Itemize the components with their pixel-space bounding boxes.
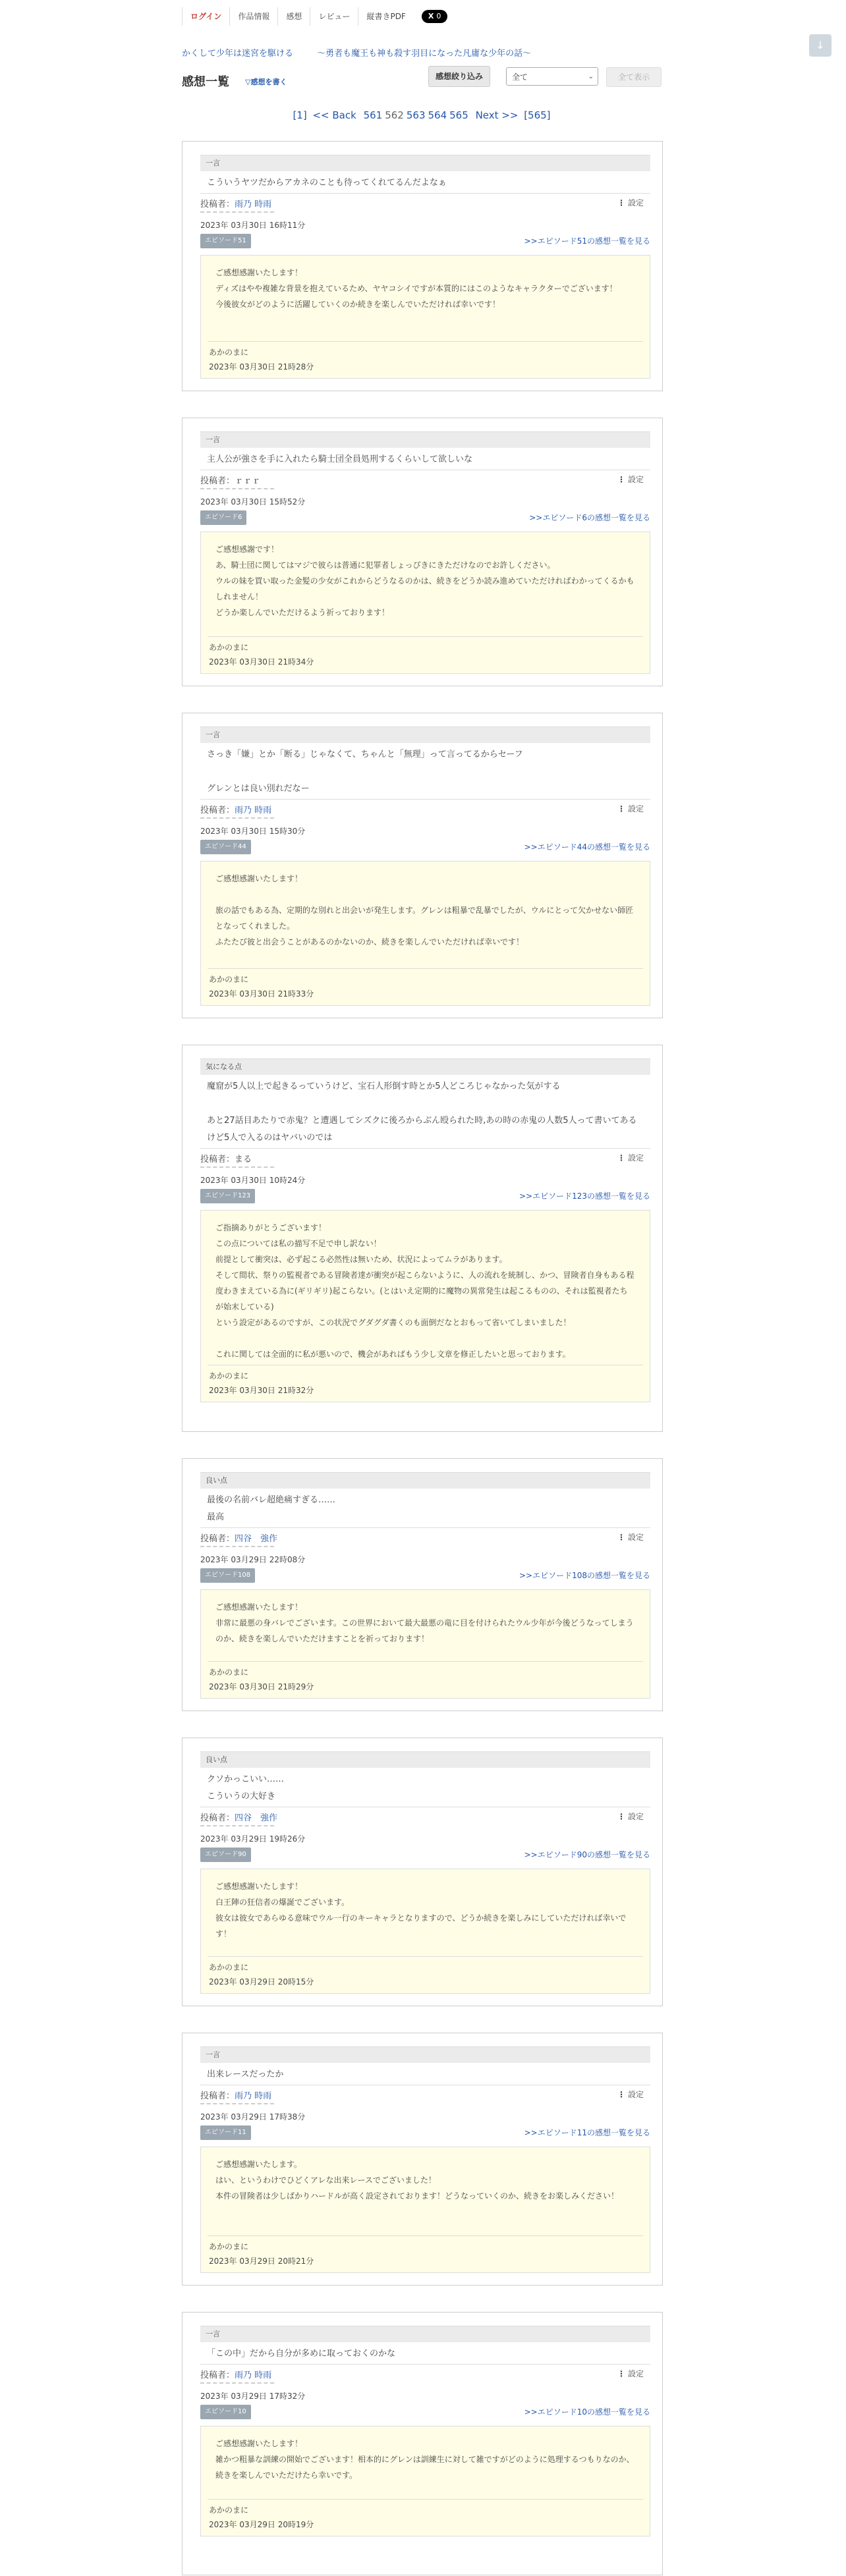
impression-text: 魔窟が5人以上で起きるっていうけど、宝石人形倒す時とか5人どころじゃなかった気がする あと27話目あたりで赤鬼？と遭遇してシズクに後ろからぶん殴られた時,あの時の赤鬼の人数5人って書いてあるけど5人で入るのはヤバいのでは: [207, 1082, 637, 1143]
write-impression-link[interactable]: ▽感想を書く: [245, 78, 287, 86]
reply-author: あかのまに: [209, 348, 249, 357]
poster-line: [200, 474, 260, 486]
author-reply: [200, 861, 650, 1006]
episode-badge[interactable]: エピソード108: [200, 1568, 255, 1583]
pagination: [182, 109, 662, 121]
poster-underline: [200, 1166, 274, 1168]
settings-label: 設定: [627, 1812, 644, 1821]
poster-label: 投稿者：: [200, 2370, 235, 2380]
reply-date: 2023年 03月30日 21時32分: [209, 1386, 314, 1395]
post-date: 2023年 03月29日 17時32分: [200, 2392, 306, 2401]
impression-card: [182, 141, 663, 391]
poster-name: まる: [235, 1155, 252, 1165]
reply-author: あかのまに: [209, 975, 249, 984]
poster-underline: [200, 1546, 274, 1547]
reply-divider: [208, 2499, 643, 2500]
impression-text: クソかっこいい…… こういうの大好き: [207, 1774, 285, 1801]
episode-badge[interactable]: エピソード11: [200, 2125, 251, 2140]
poster-label: 投稿者：: [200, 2091, 235, 2101]
settings-label: 設定: [627, 1533, 644, 1542]
filter-label: 感想絞り込み: [428, 66, 490, 87]
reply-date: 2023年 03月30日 21時33分: [209, 989, 314, 999]
reply-text: ご感想感謝いたします。 はい、というわけでひどくアレな出来レースでございました！ 本件の冒険者は少しばかりハードルが高く設定されております！どうなっていくのか、続きをお楽しみください！: [215, 2160, 619, 2201]
settings-label: 設定: [627, 1153, 644, 1163]
poster-line: [200, 1811, 277, 1823]
pager-page-561[interactable]: 561: [363, 109, 383, 121]
more-vertical-icon: ⋮: [617, 2369, 625, 2378]
divider: [200, 193, 650, 194]
episode-badge[interactable]: エピソード51: [200, 234, 251, 248]
pager-page-565[interactable]: 565: [449, 109, 468, 121]
impression-text: こういうヤツだからアカネのことも待ってくれてるんだよなぁ: [207, 178, 447, 188]
reply-date: 2023年 03月29日 20時19分: [209, 2520, 314, 2529]
author-reply: [200, 532, 650, 674]
settings-button[interactable]: [617, 2089, 644, 2100]
author-reply: [200, 255, 650, 379]
more-vertical-icon: ⋮: [617, 1153, 625, 1163]
settings-label: 設定: [627, 2369, 644, 2378]
more-vertical-icon: ⋮: [617, 1533, 625, 1542]
reply-author: あかのまに: [209, 1963, 249, 1972]
impression-text: 主人公が強さを手に入れたら騎士団全員処刑するくらいして欲しいな: [207, 454, 473, 464]
reply-date: 2023年 03月30日 21時28分: [209, 362, 314, 371]
poster-name[interactable]: 雨乃 時雨: [235, 200, 272, 209]
category-tag: 良い点: [200, 1472, 650, 1489]
poster-underline: [200, 817, 274, 819]
category-tag: 気になる点: [200, 1058, 650, 1075]
episode-badge[interactable]: エピソード44: [200, 840, 251, 854]
episode-impressions-link[interactable]: >>エピソード51の感想一覧を見る: [524, 236, 650, 246]
post-date: 2023年 03月30日 15時52分: [200, 497, 306, 507]
settings-button[interactable]: [617, 803, 644, 814]
settings-button[interactable]: [617, 1152, 644, 1163]
nav-reviews[interactable]: レビュー: [310, 7, 358, 26]
scroll-down-button[interactable]: [809, 34, 832, 57]
impression-text: 出来レースだったか: [207, 2069, 284, 2079]
reply-date: 2023年 03月30日 21時34分: [209, 657, 314, 667]
x-share-count: 0: [436, 12, 441, 20]
episode-impressions-link[interactable]: >>エピソード11の感想一覧を見る: [524, 2128, 650, 2137]
settings-label: 設定: [627, 475, 644, 484]
reply-author: あかのまに: [209, 2242, 249, 2251]
series-title-link[interactable]: かくして少年は迷宮を駆ける: [182, 49, 294, 59]
poster-label: 投稿者：: [200, 1155, 235, 1165]
category-tag: 一言: [200, 155, 650, 171]
poster-underline: [200, 488, 274, 489]
pager-page-564[interactable]: 564: [428, 109, 447, 121]
episode-badge[interactable]: エピソード90: [200, 1848, 251, 1862]
reply-divider: [208, 2235, 643, 2236]
episode-impressions-link[interactable]: >>エピソード44の感想一覧を見る: [524, 842, 650, 852]
settings-label: 設定: [627, 2090, 644, 2099]
impression-text: さっき「嫌」とか「断る」じゃなくて、ちゃんと「無理」って言ってるからセーフ グレンとは良い別れだなー: [207, 750, 523, 794]
impressions-header: [182, 66, 662, 92]
poster-name[interactable]: 四谷 強作: [235, 1534, 278, 1544]
reply-divider: [208, 968, 643, 969]
poster-underline: [200, 1825, 274, 1826]
poster-line: [200, 803, 271, 815]
reply-text: ご感想感謝いたします！ 旅の話でもある為、定期的な別れと出会いが発生します。グレンは粗暴で乱暴でしたが、ウルにとって欠かせない師匠となってくれました。 ふたたび彼と出会うことがあるのかないのか、続きを楽しんでいただければ幸いです！: [215, 874, 634, 946]
reply-author: あかのまに: [209, 643, 249, 652]
author-reply: [200, 1210, 650, 1402]
category-tag: 一言: [200, 726, 650, 743]
episode-impressions-link[interactable]: >>エピソード90の感想一覧を見る: [524, 1850, 650, 1859]
pager-next[interactable]: Next >>: [475, 109, 519, 121]
settings-button[interactable]: [617, 2368, 644, 2379]
poster-name: ｒｒｒ: [235, 476, 261, 486]
reply-author: あかのまに: [209, 2506, 249, 2515]
more-vertical-icon: ⋮: [617, 2090, 625, 2099]
more-vertical-icon: ⋮: [617, 804, 625, 813]
x-share-button[interactable]: [422, 10, 447, 23]
settings-label: 設定: [627, 198, 644, 207]
series-subtitle-link[interactable]: 〜勇者も魔王も神も殺す羽目になった凡庸な少年の話〜: [317, 49, 532, 59]
poster-line: [200, 1531, 277, 1544]
pager-last[interactable]: [565]: [524, 109, 551, 121]
poster-name[interactable]: 雨乃 時雨: [235, 2370, 272, 2380]
episode-impressions-link[interactable]: >>エピソード123の感想一覧を見る: [519, 1192, 650, 1201]
pager-pages: [362, 109, 470, 121]
pager-page-563[interactable]: 563: [406, 109, 426, 121]
poster-line: [200, 2368, 271, 2380]
reply-text: ご感想感謝いたします！ 白王陣の狂信者の爆誕でございます。 彼女は彼女であらゆる意味でウル一行のキーキャラとなりますので、どうか続きを楽しみにしていただければ幸いです！: [215, 1882, 627, 1938]
more-vertical-icon: ⋮: [617, 198, 625, 207]
post-date: 2023年 03月30日 10時24分: [200, 1176, 306, 1185]
nav-work-info[interactable]: 作品情報: [229, 7, 277, 26]
impression-card: [182, 1045, 663, 1432]
reply-divider: [208, 1956, 643, 1957]
divider: [200, 1527, 650, 1528]
divider: [200, 1148, 650, 1149]
poster-label: 投稿者：: [200, 1534, 235, 1544]
author-reply: [200, 2147, 650, 2273]
episode-badge[interactable]: エピソード123: [200, 1189, 255, 1203]
post-date: 2023年 03月29日 22時08分: [200, 1555, 306, 1564]
reply-date: 2023年 03月29日 20時15分: [209, 1977, 314, 1987]
author-reply: [200, 1869, 650, 1994]
reply-text: ご感想感謝いたします！ 非常に最悪の身バレでございます。この世界において最大最悪の竜に目を付けられたウル少年が今後どうなってしまうのか、続きを楽しんでいただけますことを祈っております！: [215, 1603, 634, 1643]
divider: [200, 799, 650, 800]
poster-name[interactable]: 四谷 強作: [235, 1813, 278, 1823]
arrow-down-icon: ↓: [816, 39, 825, 51]
poster-label: 投稿者：: [200, 1813, 235, 1823]
category-tag: 一言: [200, 2326, 650, 2342]
series-links: [182, 46, 552, 59]
pager-page-562: 562: [385, 109, 404, 121]
poster-name[interactable]: 雨乃 時雨: [235, 2091, 272, 2101]
reply-divider: [208, 636, 643, 637]
post-date: 2023年 03月30日 16時11分: [200, 221, 306, 230]
top-nav: [182, 7, 447, 26]
post-date: 2023年 03月29日 19時26分: [200, 1834, 306, 1844]
episode-impressions-link[interactable]: >>エピソード108の感想一覧を見る: [519, 1571, 650, 1580]
settings-button[interactable]: [617, 1531, 644, 1543]
page-title: 感想一覧: [182, 75, 229, 89]
poster-label: 投稿者：: [200, 806, 235, 815]
reply-date: 2023年 03月29日 20時21分: [209, 2257, 314, 2266]
impression-card: [182, 2312, 663, 2575]
nav-impressions[interactable]: 感想: [277, 7, 310, 26]
poster-line: [200, 1152, 252, 1165]
settings-button[interactable]: [617, 197, 644, 208]
poster-label: 投稿者：: [200, 476, 235, 486]
filter-select-value: 全て: [512, 72, 528, 82]
episode-badge[interactable]: エピソード6: [200, 510, 246, 525]
settings-button[interactable]: [617, 474, 644, 485]
author-reply: [200, 2426, 650, 2536]
reply-text: ご感想感謝いたします！ 雑かつ粗暴な訓練の開始でございます！相本的にグレンは訓練生に対して雑ですがどのように処理するつもりなのか、続きを楽しんでいただけたら幸いです。: [215, 2439, 634, 2480]
settings-label: 設定: [627, 804, 644, 813]
pager-back[interactable]: << Back: [312, 109, 356, 121]
impression-card: [182, 713, 663, 1018]
filter-select[interactable]: [506, 67, 598, 86]
post-date: 2023年 03月29日 17時38分: [200, 2112, 306, 2122]
poster-line: [200, 197, 271, 209]
post-date: 2023年 03月30日 15時30分: [200, 827, 306, 836]
author-reply: [200, 1589, 650, 1699]
episode-impressions-link[interactable]: >>エピソード10の感想一覧を見る: [524, 2407, 650, 2417]
nav-pdf[interactable]: 縦書きPDF: [358, 7, 413, 26]
x-icon: X: [428, 12, 434, 20]
reply-text: ご指摘ありがとうございます！ この点については私の描写不足で申し訳ない！ 前提として衝突は、必ず起こる必然性は無いため、状況によってムラがあります。 そして間状、祭りの監視者である冒険者達が衝突が起こらないように、人の流れを統制し、かつ、冒険者自身もある程度わきまえている為に(ギリギリ)起こらない。(とはいえ定期的に魔物の異常発生は起こるものの、それは監視者たちが始末している) という設定があるのですが、この状況でグダグダ書くのも面倒だなとおもって省いてしまいました！ これに関しては全面的に私が悪いので、機会があればもう少し文章を修正したいと思っております。: [215, 1223, 634, 1359]
pager-first[interactable]: [1]: [293, 109, 307, 121]
impression-text: 「この中」だから自分が多めに取っておくのかな: [207, 2349, 396, 2359]
reply-divider: [208, 1661, 643, 1662]
category-tag: 一言: [200, 431, 650, 448]
category-tag: 良い点: [200, 1751, 650, 1768]
poster-name[interactable]: 雨乃 時雨: [235, 806, 272, 815]
impression-card: [182, 2033, 663, 2286]
episode-badge[interactable]: エピソード10: [200, 2405, 251, 2419]
chevron-down-icon: ⌄: [588, 73, 594, 80]
reply-author: あかのまに: [209, 1668, 249, 1677]
poster-underline: [200, 2103, 274, 2104]
reply-author: あかのまに: [209, 1371, 249, 1381]
reply-text: ご感想感謝いたします！ ディズはやや複雑な背景を抱えているため、ヤヤコシイですが本質的にはこのようなキャラクターでございます！ 今後彼女がどのように活躍していくのか続きを楽しんでいただければ幸いです！: [215, 268, 617, 309]
impression-card: [182, 1458, 663, 1711]
poster-label: 投稿者：: [200, 200, 235, 209]
impression-card: [182, 1738, 663, 2006]
reply-date: 2023年 03月30日 21時29分: [209, 1682, 314, 1691]
divider: [200, 2364, 650, 2365]
impression-text: 最後の名前バレ超絶痛すぎる…… 最高: [207, 1495, 336, 1522]
more-vertical-icon: ⋮: [617, 1812, 625, 1821]
poster-underline: [200, 211, 274, 213]
poster-line: [200, 2089, 271, 2101]
settings-button[interactable]: [617, 1811, 644, 1822]
poster-underline: [200, 2382, 274, 2384]
category-tag: 一言: [200, 2046, 650, 2063]
more-vertical-icon: ⋮: [617, 475, 625, 484]
reply-divider: [208, 341, 643, 342]
impression-card: [182, 418, 663, 686]
show-all-button[interactable]: 全て表示: [606, 67, 662, 87]
reply-text: ご感想感謝です！ あ、騎士団に関してはマジで彼らは普通に犯罪者しょっぴきにきただけなのでお許しください。 ウルの妹を買い取った金髪の少女がこれからどうなるのかは、続きをどうか読み進めていただければわかってくるかもしれません！ どうか楽しんでいただけるよう祈っております！: [215, 545, 634, 617]
nav-login[interactable]: ログイン: [182, 7, 229, 26]
episode-impressions-link[interactable]: >>エピソード6の感想一覧を見る: [529, 513, 650, 522]
